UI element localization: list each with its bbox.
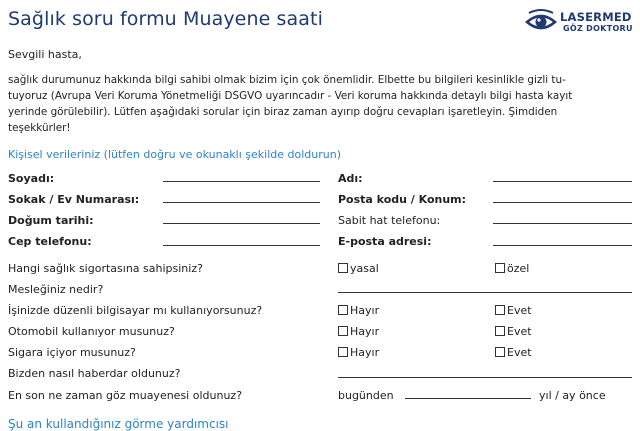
computer-no-label: Hayır	[350, 304, 380, 317]
car-no-checkbox[interactable]	[338, 326, 348, 336]
birth-date-field[interactable]	[163, 223, 320, 224]
name-field[interactable]	[493, 181, 632, 182]
computer-no-checkbox[interactable]	[338, 305, 348, 315]
surname-field[interactable]	[163, 181, 320, 182]
street-label: Sokak / Ev Numarası:	[8, 193, 140, 206]
referral-question: Bizden nasıl haberdar oldunuz?	[8, 367, 181, 380]
email-label: E-posta adresi:	[338, 235, 432, 248]
birth-date-label: Doğum tarihi:	[8, 214, 94, 227]
intro-line: sağlık durumunuz hakkında bilgi sahibi olmak bizim için çok önemlidir. Elbette bu bilgileri kesinlikle gizli tu-	[8, 74, 566, 86]
name-label: Adı:	[338, 172, 363, 185]
intro-line: tuyoruz (Avrupa Veri Koruma Yönetmeliği DSGVO uyarıncadır - Veri koruma hakkında detaylı bilgi hasta kayıt	[8, 90, 573, 102]
greeting: Sevgili hasta,	[8, 48, 82, 61]
landline-field[interactable]	[493, 223, 632, 224]
car-yes-checkbox[interactable]	[495, 326, 505, 336]
insurance-private-label: özel	[507, 262, 530, 275]
eye-logo-icon	[525, 9, 557, 35]
last-exam-suffix: yıl / ay önce	[539, 389, 606, 402]
computer-yes-label: Evet	[507, 304, 532, 317]
email-field[interactable]	[493, 245, 632, 246]
mobile-field[interactable]	[163, 245, 320, 246]
car-no-label: Hayır	[350, 325, 380, 338]
insurance-question: Hangi sağlık sigortasına sahipsiniz?	[8, 262, 203, 275]
referral-field[interactable]	[338, 377, 632, 378]
smoke-question: Sigara içiyor musunuz?	[8, 346, 136, 359]
section-heading-personal: Kişisel verileriniz (lütfen doğru ve okunaklı şekilde doldurun)	[8, 148, 341, 161]
section-heading-vision-aid: Şu an kullandığınız görme yardımcısı	[8, 417, 229, 431]
car-question: Otomobil kullanıyor musunuz?	[8, 325, 175, 338]
smoke-yes-checkbox[interactable]	[495, 347, 505, 357]
brand-name: LASERMED	[560, 10, 632, 24]
intro-line: yerinde görülebilir). Lütfen aşağıdaki sorular için biraz zaman ayırıp doğru cevapları işaretleyin. Şimdiden	[8, 106, 558, 118]
last-exam-question: En son ne zaman göz muayenesi oldunuz?	[8, 389, 243, 402]
intro-line: teşekkürler!	[8, 122, 71, 134]
surname-label: Soyadı:	[8, 172, 55, 185]
insurance-public-checkbox[interactable]	[338, 263, 348, 273]
smoke-no-label: Hayır	[350, 346, 380, 359]
computer-question: İşinizde düzenli bilgisayar mı kullanıyorsunuz?	[8, 304, 263, 317]
street-field[interactable]	[163, 202, 320, 203]
insurance-public-label: yasal	[350, 262, 379, 275]
mobile-label: Cep telefonu:	[8, 235, 92, 248]
profession-question: Mesleğiniz nedir?	[8, 283, 104, 296]
intro-paragraph	[8, 72, 632, 136]
last-exam-field[interactable]	[405, 398, 531, 399]
brand-subtitle: GÖZ DOKTORU	[563, 24, 633, 33]
page-title: Sağlık soru formu Muayene saati	[8, 8, 323, 30]
postal-field[interactable]	[493, 202, 632, 203]
smoke-yes-label: Evet	[507, 346, 532, 359]
car-yes-label: Evet	[507, 325, 532, 338]
profession-field[interactable]	[338, 292, 632, 293]
computer-yes-checkbox[interactable]	[495, 305, 505, 315]
landline-label: Sabit hat telefonu:	[338, 214, 441, 227]
smoke-no-checkbox[interactable]	[338, 347, 348, 357]
last-exam-prefix: bugünden	[338, 389, 394, 402]
postal-label: Posta kodu / Konum:	[338, 193, 467, 206]
insurance-private-checkbox[interactable]	[495, 263, 505, 273]
